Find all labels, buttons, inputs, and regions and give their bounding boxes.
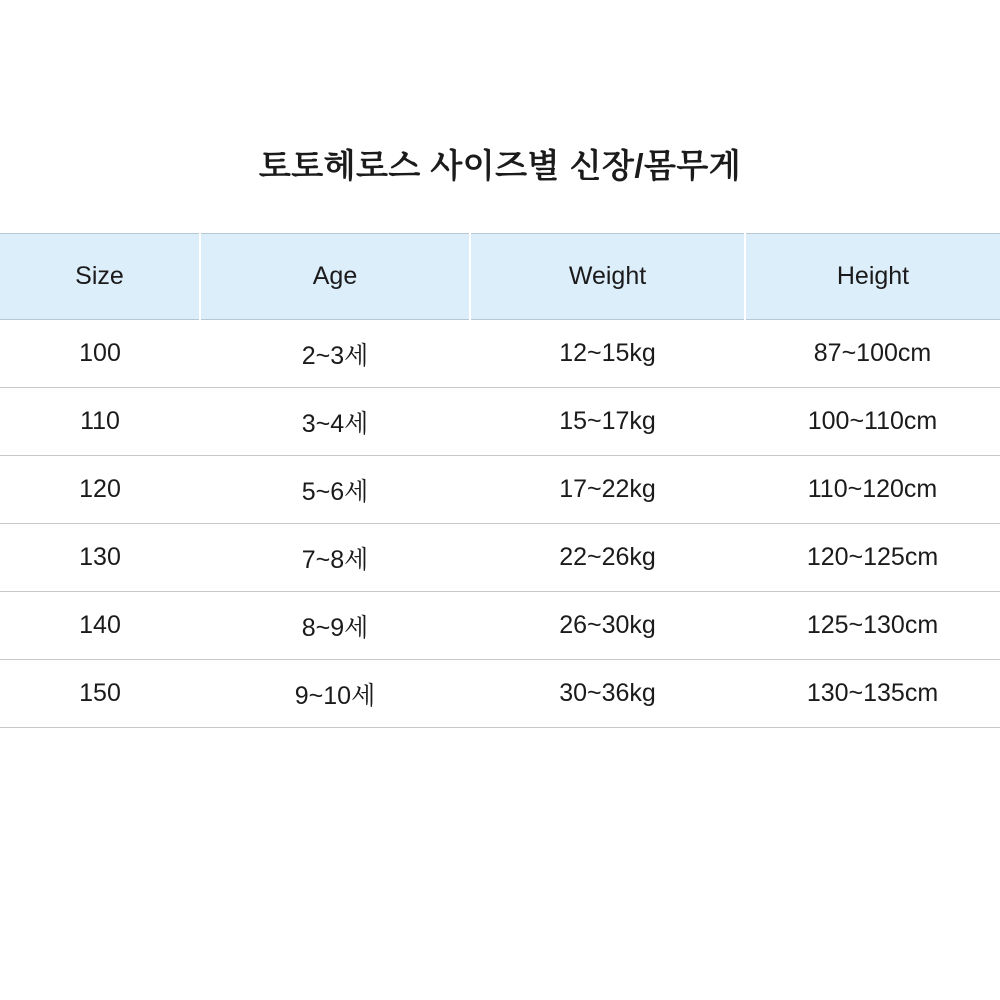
cell-age: 3~4세 — [200, 388, 470, 456]
cell-age: 8~9세 — [200, 592, 470, 660]
cell-age: 9~10세 — [200, 660, 470, 728]
cell-weight: 26~30kg — [470, 592, 745, 660]
table-row — [0, 320, 1000, 388]
cell-age: 7~8세 — [200, 524, 470, 592]
table-row — [0, 524, 1000, 592]
cell-weight: 12~15kg — [470, 320, 745, 388]
table-row — [0, 456, 1000, 524]
cell-height: 87~100cm — [745, 320, 1000, 388]
cell-weight: 22~26kg — [470, 524, 745, 592]
cell-size: 110 — [0, 388, 200, 456]
cell-weight: 15~17kg — [470, 388, 745, 456]
table-row — [0, 592, 1000, 660]
cell-size: 130 — [0, 524, 200, 592]
cell-age: 2~3세 — [200, 320, 470, 388]
cell-age: 5~6세 — [200, 456, 470, 524]
column-header-size: Size — [0, 234, 200, 320]
cell-weight: 30~36kg — [470, 660, 745, 728]
cell-size: 100 — [0, 320, 200, 388]
cell-height: 110~120cm — [745, 456, 1000, 524]
cell-height: 130~135cm — [745, 660, 1000, 728]
cell-weight: 17~22kg — [470, 456, 745, 524]
column-header-age: Age — [200, 234, 470, 320]
cell-height: 100~110cm — [745, 388, 1000, 456]
table-row — [0, 388, 1000, 456]
column-header-height: Height — [745, 234, 1000, 320]
cell-size: 120 — [0, 456, 200, 524]
table-row — [0, 660, 1000, 728]
cell-size: 140 — [0, 592, 200, 660]
cell-height: 125~130cm — [745, 592, 1000, 660]
cell-height: 120~125cm — [745, 524, 1000, 592]
cell-size: 150 — [0, 660, 200, 728]
table-header-row — [0, 234, 1000, 320]
size-chart-table — [0, 233, 1000, 728]
page-title: 토토헤로스 사이즈별 신장/몸무게 — [258, 147, 742, 184]
column-header-weight: Weight — [470, 234, 745, 320]
